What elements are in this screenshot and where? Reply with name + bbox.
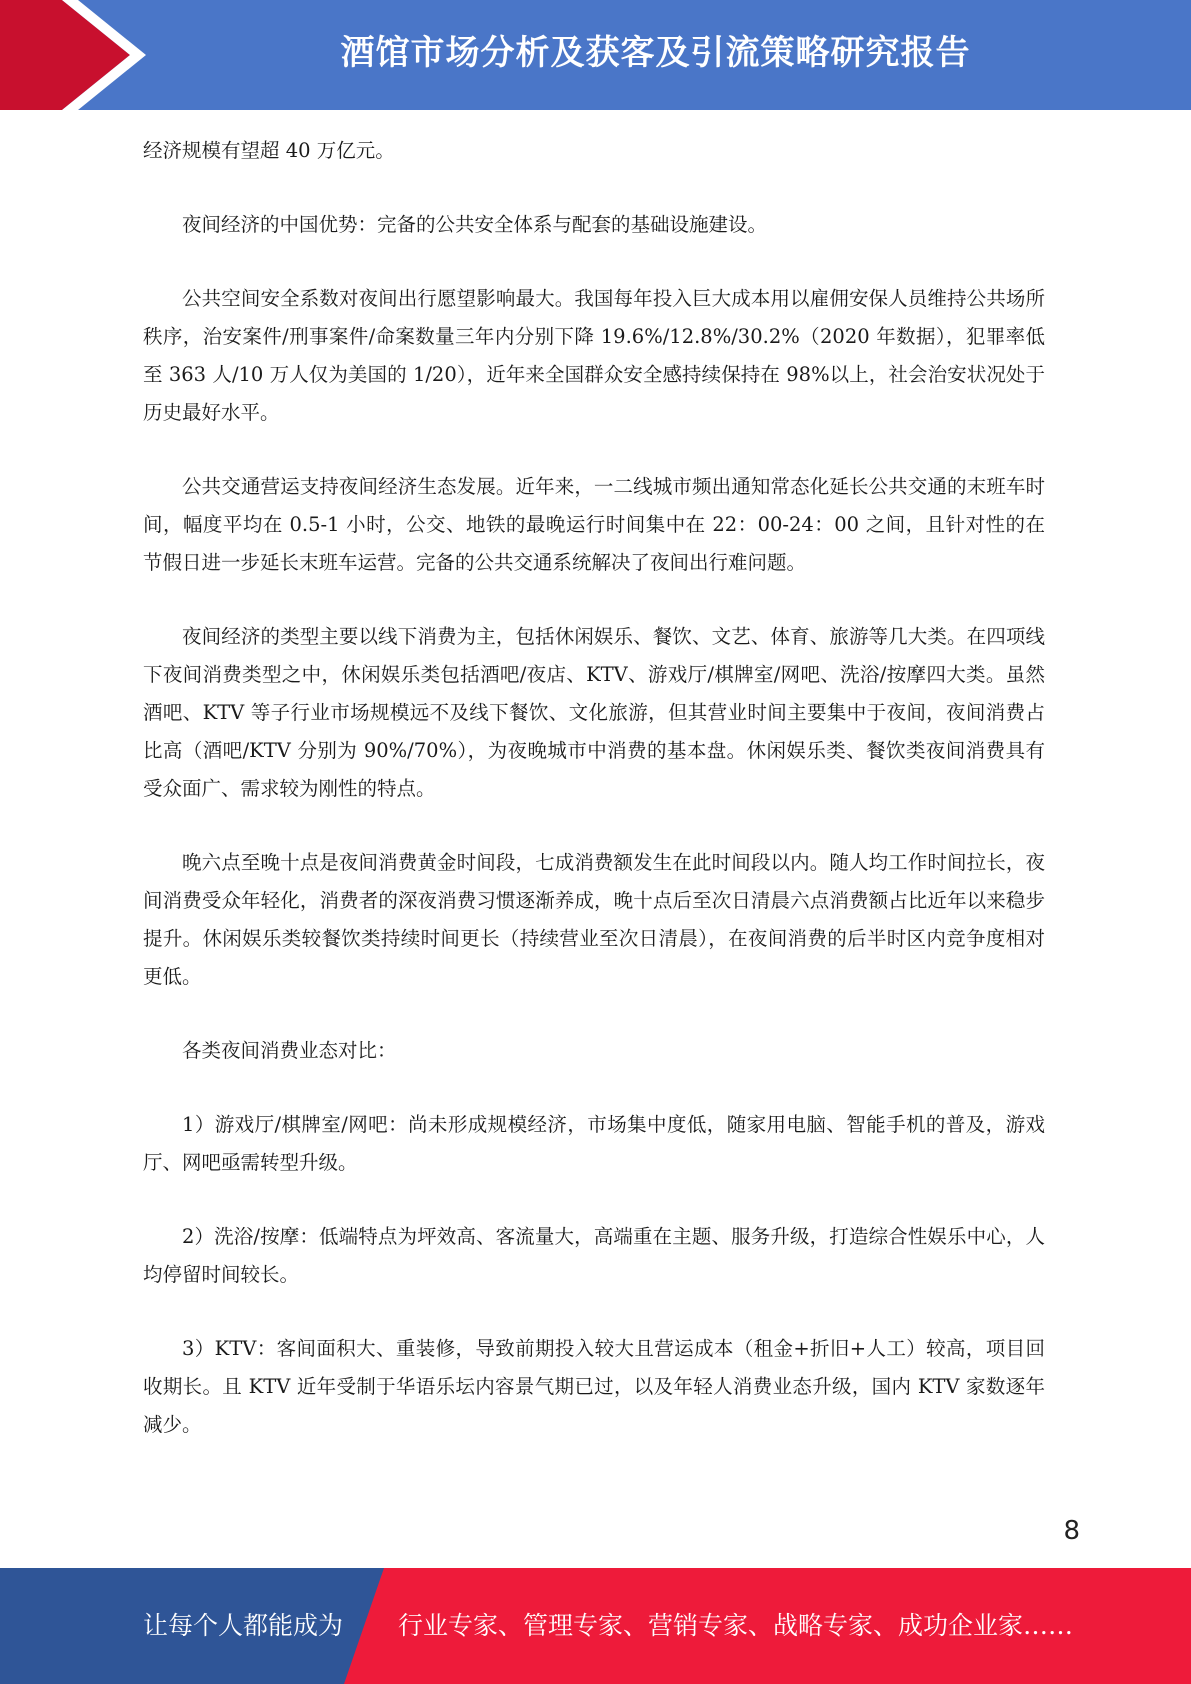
- paragraph-8: 1）游戏厅/棋牌室/网吧：尚未形成规模经济，市场集中度低，随家用电脑、智能手机的普及，游戏厅、网吧亟需转型升级。: [143, 1113, 1045, 1174]
- page-header: [0, 0, 1191, 110]
- page-footer: [0, 1568, 1191, 1684]
- report-title: 酒馆市场分析及获客及引流策略研究报告: [340, 33, 971, 73]
- paragraph-2: 夜间经济的中国优势：完备的公共安全体系与配套的基础设施建设。: [182, 213, 768, 236]
- paragraph-10: 3）KTV：客间面积大、重装修，导致前期投入较大且营运成本（租金+折旧+人工）较高，项目回收期长。且 KTV 近年受制于华语乐坛内容景气期已过，以及年轻人消费业态升级，国内 KTV 家数逐年减少。: [143, 1337, 1045, 1436]
- paragraph-7: 各类夜间消费业态对比：: [182, 1039, 397, 1062]
- footer-slogan-left: 让每个人都能成为: [143, 1611, 344, 1640]
- header-arrow-decoration: [0, 0, 160, 110]
- body-content: [143, 132, 1045, 1444]
- paragraph-6: 晚六点至晚十点是夜间消费黄金时间段，七成消费额发生在此时间段以内。随人均工作时间拉长，夜间消费受众年轻化，消费者的深夜消费习惯逐渐养成，晚十点后至次日清晨六点消费额占比近年以来稳步提升。休闲娱乐类较餐饮类持续时间更长（持续营业至次日清晨），在夜间消费的后半时区内竞争度相对更低。: [143, 851, 1045, 988]
- page-number: 8: [1063, 1516, 1080, 1546]
- paragraph-4: 公共交通营运支持夜间经济生态发展。近年来，一二线城市频出通知常态化延长公共交通的末班车时间，幅度平均在 0.5-1 小时，公交、地铁的最晚运行时间集中在 22：00-24：00 之间，且针对性的在节假日进一步延长末班车运营。完备的公共交通系统解决了夜间出行难问题。: [143, 475, 1045, 574]
- paragraph-3: 公共空间安全系数对夜间出行愿望影响最大。我国每年投入巨大成本用以雇佣安保人员维持公共场所秩序，治安案件/刑事案件/命案数量三年内分别下降 19.6%/12.8%/30.2%（2020 年数据），犯罪率低至 363 人/10 万人仅为美国的 1/20），近年来全国群众安全感持续保持在 98%以上，社会治安状况处于历史最好水平。: [143, 287, 1045, 424]
- paragraph-1: 经济规模有望超 40 万亿元。: [143, 139, 395, 162]
- paragraph-9: 2）洗浴/按摩：低端特点为坪效高、客流量大，高端重在主题、服务升级，打造综合性娱乐中心，人均停留时间较长。: [143, 1225, 1045, 1286]
- footer-slogan-right: 行业专家、管理专家、营销专家、战略专家、成功企业家……: [398, 1611, 1074, 1640]
- paragraph-5: 夜间经济的类型主要以线下消费为主，包括休闲娱乐、餐饮、文艺、体育、旅游等几大类。在四项线下夜间消费类型之中，休闲娱乐类包括酒吧/夜店、KTV、游戏厅/棋牌室/网吧、洗浴/按摩四大类。虽然酒吧、KTV 等子行业市场规模远不及线下餐饮、文化旅游，但其营业时间主要集中于夜间，夜间消费占比高（酒吧/KTV 分别为 90%/70%），为夜晚城市中消费的基本盘。休闲娱乐类、餐饮类夜间消费具有受众面广、需求较为刚性的特点。: [143, 625, 1045, 800]
